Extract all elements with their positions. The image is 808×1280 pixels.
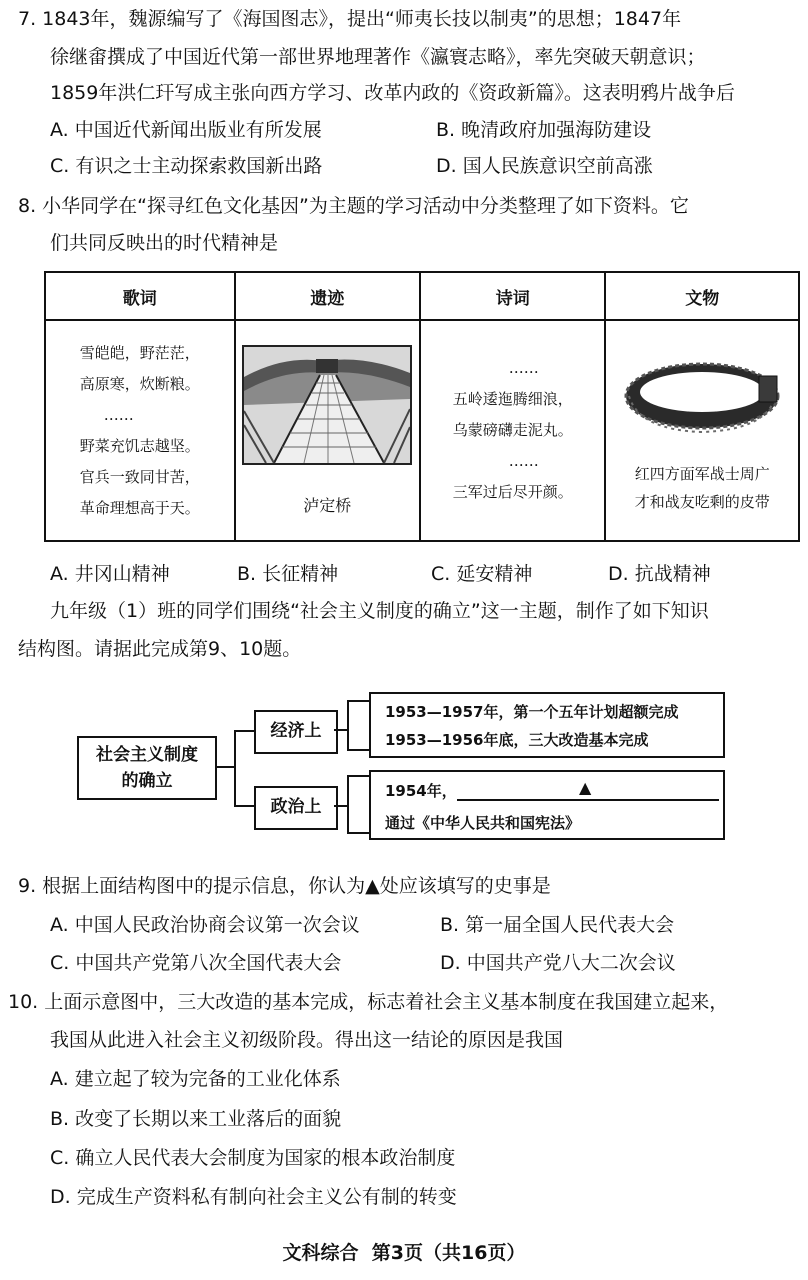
poem-line: 五岭逶迤腾细浪， bbox=[452, 390, 573, 408]
connector bbox=[234, 730, 254, 732]
poem-line: …… bbox=[508, 452, 539, 470]
connector bbox=[347, 749, 369, 751]
q8-option-a: A. 井冈山精神 bbox=[50, 563, 170, 585]
q9-option-b: B. 第一届全国人民代表大会 bbox=[440, 914, 675, 936]
economic-item: 1953—1956年底，三大改造基本完成 bbox=[385, 731, 649, 749]
header-poem: 诗词 bbox=[420, 272, 605, 320]
page-footer: 文科综合 第3页（共16页） bbox=[282, 1242, 526, 1264]
intro-line-1: 九年级（1）班的同学们围绕“社会主义制度的确立”这一主题，制作了如下知识 bbox=[50, 600, 709, 622]
header-relic: 遗迹 bbox=[235, 272, 420, 320]
poem-line: 三军过后尽开颜。 bbox=[452, 483, 573, 501]
economic-node: 经济上 bbox=[254, 710, 338, 754]
political-year: 1954年， bbox=[385, 782, 457, 800]
connector bbox=[347, 700, 349, 750]
q10-option-c: C. 确立人民代表大会制度为国家的根本政治制度 bbox=[50, 1147, 456, 1169]
political-item: 通过《中华人民共和国宪法》 bbox=[385, 814, 581, 832]
intro-line-2: 结构图。请据此完成第9、10题。 bbox=[18, 638, 302, 660]
connector bbox=[217, 766, 235, 768]
q7-option-c: C. 有识之士主动探索救国新出路 bbox=[50, 155, 323, 177]
connector bbox=[347, 832, 369, 834]
poem-cell bbox=[420, 320, 605, 541]
q8-option-d: D. 抗战精神 bbox=[608, 563, 711, 585]
resource-table bbox=[44, 271, 800, 542]
q10-option-a: A. 建立起了较为完备的工业化体系 bbox=[50, 1068, 341, 1090]
lyrics-cell bbox=[45, 320, 235, 541]
q9-option-c: C. 中国共产党第八次全国代表大会 bbox=[50, 952, 342, 974]
root-label-line: 的确立 bbox=[121, 771, 173, 791]
q10-option-d: D. 完成生产资料私有制向社会主义公有制的转变 bbox=[50, 1186, 457, 1208]
q7-option-d: D. 国人民族意识空前高涨 bbox=[436, 155, 653, 177]
lyrics-line: 高原寒，炊断粮。 bbox=[79, 374, 200, 393]
artifact-caption-line: 红四方面军战士周广 bbox=[634, 464, 770, 483]
q7-stem-line-3: 1859年洪仁玕写成主张向西方学习、改革内政的《资政新篇》。这表明鸦片战争后 bbox=[50, 82, 735, 104]
q7-option-a: A. 中国近代新闻出版业有所发展 bbox=[50, 119, 322, 141]
leather-belt-photo bbox=[619, 346, 785, 456]
political-node: 政治上 bbox=[254, 786, 338, 830]
artifact-caption bbox=[606, 460, 798, 516]
q8-stem-line-2: 们共同反映出的时代精神是 bbox=[50, 232, 279, 254]
root-node bbox=[77, 736, 217, 800]
economic-detail-box bbox=[369, 692, 725, 758]
q7-option-b: B. 晚清政府加强海防建设 bbox=[436, 119, 652, 141]
lyrics-text bbox=[80, 338, 200, 524]
q9-option-d: D. 中国共产党八大二次会议 bbox=[440, 952, 676, 974]
root-label-line: 社会主义制度 bbox=[96, 745, 198, 765]
lyrics-line: 野菜充饥志越坚。 bbox=[79, 436, 200, 455]
q8-option-b: B. 长征精神 bbox=[237, 563, 339, 585]
connector bbox=[234, 805, 254, 807]
connector bbox=[334, 729, 348, 731]
lyrics-line: 雪皑皑，野茫茫， bbox=[79, 343, 200, 362]
q10-stem-line-2: 我国从此进入社会主义初级阶段。得出这一结论的原因是我国 bbox=[50, 1029, 564, 1051]
q10-option-b: B. 改变了长期以来工业落后的面貌 bbox=[50, 1108, 342, 1130]
luding-bridge-photo bbox=[242, 345, 412, 465]
relic-cell bbox=[235, 320, 420, 541]
q8-option-c: C. 延安精神 bbox=[431, 563, 533, 585]
q7-stem-line-2: 徐继畬撰成了中国近代第一部世界地理著作《瀛寰志略》，率先突破天朝意识； bbox=[50, 46, 706, 68]
artifact-cell bbox=[605, 320, 799, 541]
lyrics-line: 官兵一致同甘苦， bbox=[79, 467, 200, 486]
q10-stem-line-1: 10. 上面示意图中，三大改造的基本完成，标志着社会主义基本制度在我国建立起来， bbox=[8, 991, 729, 1013]
relic-caption: 泸定桥 bbox=[303, 496, 352, 515]
q8-stem-line-1: 8. 小华同学在“探寻红色文化基因”为主题的学习活动中分类整理了如下资料。它 bbox=[18, 195, 689, 217]
connector bbox=[347, 775, 369, 777]
economic-item: 1953—1957年，第一个五年计划超额完成 bbox=[385, 703, 679, 721]
connector bbox=[347, 775, 349, 833]
connector bbox=[234, 730, 236, 806]
poem-line: …… bbox=[508, 359, 539, 377]
blank-underline bbox=[457, 799, 719, 801]
political-detail-box bbox=[369, 770, 725, 840]
connector bbox=[334, 805, 348, 807]
artifact-caption-line: 才和战友吃剩的皮带 bbox=[634, 492, 770, 511]
lyrics-line: 革命理想高于天。 bbox=[79, 498, 200, 517]
header-artifact: 文物 bbox=[605, 272, 799, 320]
q9-stem: 9. 根据上面结构图中的提示信息，你认为▲处应该填写的史事是 bbox=[18, 875, 551, 897]
poem-text bbox=[453, 353, 573, 508]
blank-marker: ▲ bbox=[579, 778, 592, 797]
header-lyrics: 歌词 bbox=[45, 272, 235, 320]
lyrics-line: …… bbox=[103, 405, 134, 424]
connector bbox=[347, 700, 369, 702]
poem-line: 乌蒙磅礴走泥丸。 bbox=[452, 421, 573, 439]
q7-stem-line-1: 7. 1843年，魏源编写了《海国图志》，提出“师夷长技以制夷”的思想；1847年 bbox=[18, 8, 682, 30]
q9-option-a: A. 中国人民政治协商会议第一次会议 bbox=[50, 914, 360, 936]
